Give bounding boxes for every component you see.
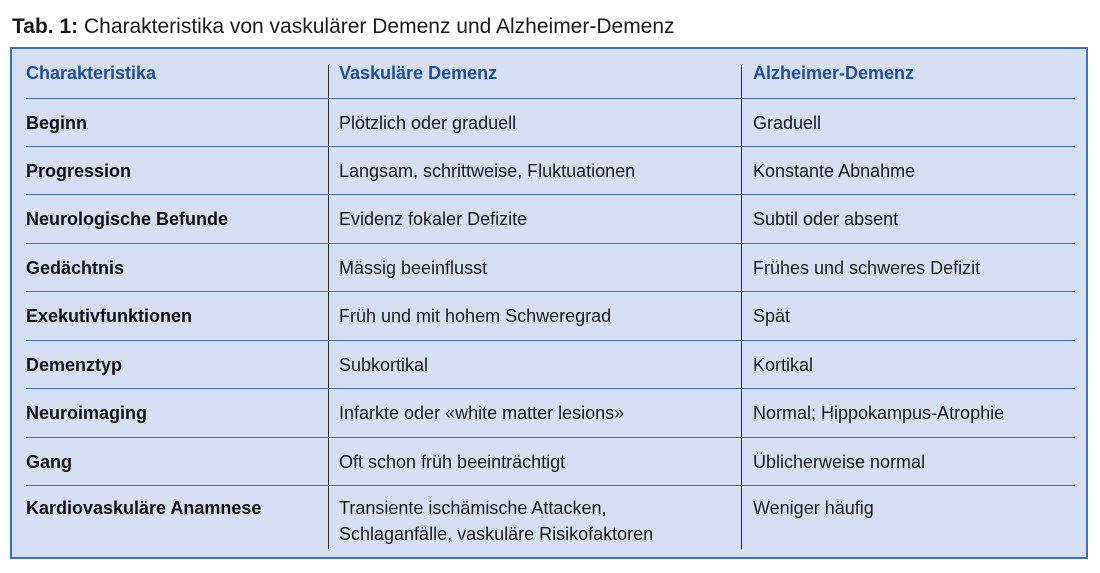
row-gedaechtnis-vascular: Mässig beeinflusst [339, 258, 488, 278]
row-neuroimaging-alzheimer: Normal; Hippokampus-Atrophie [753, 403, 1005, 423]
row-exekutiv-alzheimer: Spät [753, 306, 791, 326]
row-gedaechtnis-label: Gedächtnis [26, 258, 125, 278]
table-caption-title: Charakteristika von vaskulärer Demenz und Alzheimer-Demenz [83, 15, 675, 38]
row-separator [26, 243, 1075, 244]
header-vascular-dementia: Vaskuläre Demenz [339, 63, 498, 83]
row-demenztyp-label: Demenztyp [26, 355, 123, 375]
row-neuroimaging-label: Neuroimaging [26, 403, 148, 423]
row-exekutiv-vascular: Früh und mit hohem Schweregrad [339, 306, 612, 326]
row-gedaechtnis-alzheimer: Frühes und schweres Defizit [753, 258, 981, 278]
row-separator [26, 291, 1075, 292]
row-kardio-vascular-line2: Schlaganfälle, vaskuläre Risikofaktoren [339, 524, 654, 544]
row-gang-vascular: Oft schon früh beeinträchtigt [339, 452, 566, 472]
row-kardio-alzheimer: Weniger häufig [753, 498, 874, 518]
row-kardio-label: Kardiovaskuläre Anamnese [26, 498, 262, 518]
row-beginn-vascular: Plötzlich oder graduell [339, 113, 517, 133]
row-neuro-befunde-vascular: Evidenz fokaler Defizite [339, 209, 528, 229]
header-separator [26, 98, 1075, 99]
row-neuro-befunde-alzheimer: Subtil oder absent [753, 209, 899, 229]
row-beginn-label: Beginn [26, 113, 87, 133]
row-progression-label: Progression [26, 161, 132, 181]
row-progression-vascular: Langsam, schrittweise, Fluktuationen [339, 161, 636, 181]
table-caption [12, 14, 675, 40]
row-separator [26, 388, 1075, 389]
row-demenztyp-vascular: Subkortikal [339, 355, 429, 375]
row-separator [26, 485, 1075, 486]
row-neuro-befunde-label: Neurologische Befunde [26, 209, 229, 229]
row-separator [26, 194, 1075, 195]
row-separator [26, 437, 1075, 438]
header-alzheimer-dementia: Alzheimer-Demenz [753, 63, 915, 83]
comparison-table [10, 47, 1088, 559]
row-gang-alzheimer: Üblicherweise normal [753, 452, 926, 472]
table-caption-label: Tab. 1: [12, 15, 79, 38]
row-progression-alzheimer: Konstante Abnahme [753, 161, 916, 181]
row-separator [26, 146, 1075, 147]
column-divider [328, 65, 329, 549]
row-neuroimaging-vascular: Infarkte oder «white matter lesions» [339, 403, 625, 423]
row-beginn-alzheimer: Graduell [753, 113, 822, 133]
row-separator [26, 340, 1075, 341]
row-gang-label: Gang [26, 452, 73, 472]
column-divider [741, 65, 742, 549]
header-characteristics: Charakteristika [26, 63, 157, 83]
row-demenztyp-alzheimer: Kortikal [753, 355, 814, 375]
row-exekutiv-label: Exekutivfunktionen [26, 306, 193, 326]
row-kardio-vascular-line1: Transiente ischämische Attacken, [339, 498, 607, 518]
